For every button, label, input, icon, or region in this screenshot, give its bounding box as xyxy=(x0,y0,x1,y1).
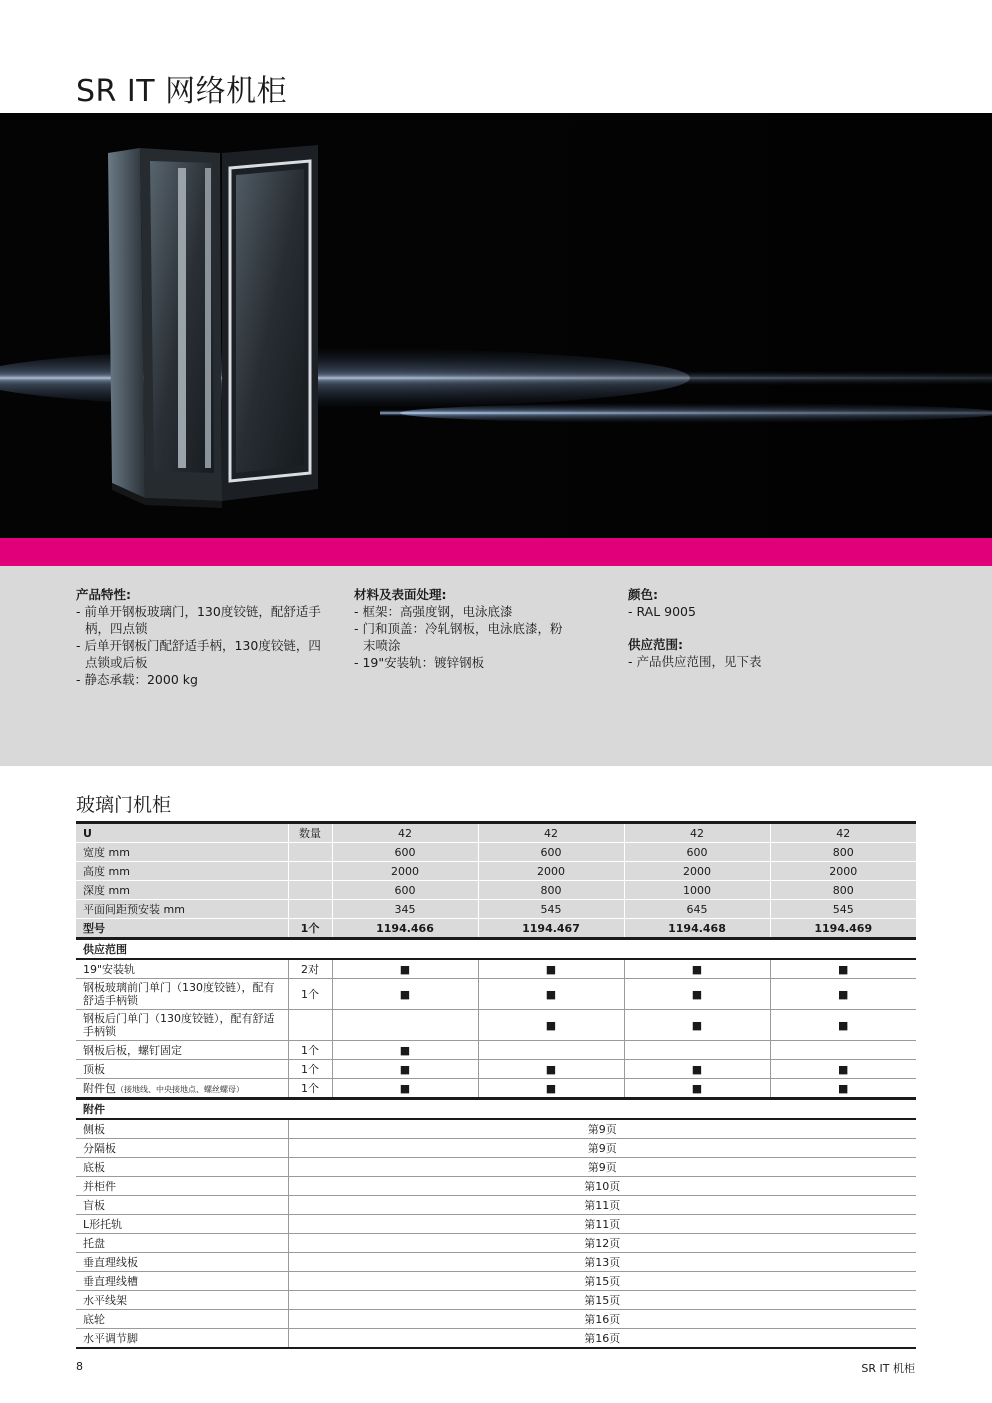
check-mark: ■ xyxy=(478,1079,624,1099)
check-mark: ■ xyxy=(770,959,916,979)
page-ref: 第10页 xyxy=(288,1177,916,1196)
table-row xyxy=(76,1291,916,1310)
table-row xyxy=(76,1272,916,1291)
table-row xyxy=(76,1158,916,1177)
cell: 600 xyxy=(624,843,770,862)
accessory-label: L形托轨 xyxy=(76,1215,288,1234)
row-label: 钢板玻璃前门单门（130度铰链），配有舒适手柄锁 xyxy=(76,979,288,1010)
accessory-label: 底轮 xyxy=(76,1310,288,1329)
page-ref: 第11页 xyxy=(288,1196,916,1215)
model-qty: 1个 xyxy=(288,919,332,939)
check-mark: ■ xyxy=(624,1010,770,1041)
table-row xyxy=(76,1079,916,1099)
row-qty: 2对 xyxy=(288,959,332,979)
material-item: - 19"安装轨：镀锌钢板 xyxy=(354,655,485,670)
check-mark: ■ xyxy=(332,1060,478,1079)
check-mark xyxy=(770,1041,916,1060)
page-ref: 第15页 xyxy=(288,1291,916,1310)
page-ref: 第16页 xyxy=(288,1329,916,1349)
accessories-label: 附件 xyxy=(76,1099,916,1120)
table-row xyxy=(76,1215,916,1234)
check-mark xyxy=(332,1010,478,1041)
feature-item: - 静态承载：2000 kg xyxy=(76,672,198,687)
accessory-label: 盲板 xyxy=(76,1196,288,1215)
accessory-label: 底板 xyxy=(76,1158,288,1177)
table-row xyxy=(76,1010,916,1041)
check-mark: ■ xyxy=(624,979,770,1010)
row-label xyxy=(76,1079,288,1099)
color-item: - RAL 9005 xyxy=(628,604,696,619)
model-number: 1194.469 xyxy=(770,919,916,939)
table-row xyxy=(76,1139,916,1158)
row-label: 钢板后门单门（130度铰链），配有舒适手柄锁 xyxy=(76,1010,288,1041)
accessory-label: 水平线架 xyxy=(76,1291,288,1310)
label-u: U xyxy=(76,823,288,843)
page-ref: 第13页 xyxy=(288,1253,916,1272)
features-heading: 产品特性: xyxy=(76,587,131,602)
table-row-u xyxy=(76,823,916,843)
cell: 42 xyxy=(478,823,624,843)
cell: 2000 xyxy=(770,862,916,881)
row-label: 顶板 xyxy=(76,1060,288,1079)
page-ref: 第9页 xyxy=(288,1139,916,1158)
table-row xyxy=(76,1119,916,1139)
accessory-label: 侧板 xyxy=(76,1119,288,1139)
row-qty: 1个 xyxy=(288,1079,332,1099)
cell: 545 xyxy=(770,900,916,919)
cell: 2000 xyxy=(478,862,624,881)
page-ref: 第9页 xyxy=(288,1158,916,1177)
color-heading: 颜色: xyxy=(628,587,658,602)
check-mark: ■ xyxy=(478,959,624,979)
cell: 42 xyxy=(332,823,478,843)
row-qty: 1个 xyxy=(288,979,332,1010)
table-row xyxy=(76,1196,916,1215)
running-title: SR IT 机柜 xyxy=(861,1362,915,1375)
color-column xyxy=(628,586,878,670)
cell: 645 xyxy=(624,900,770,919)
row-label-text: 附件包 xyxy=(83,1082,116,1095)
accessory-label: 垂直理线板 xyxy=(76,1253,288,1272)
check-mark: ■ xyxy=(478,1010,624,1041)
product-photo xyxy=(0,113,992,538)
table-row xyxy=(76,1177,916,1196)
accessory-label: 托盘 xyxy=(76,1234,288,1253)
page-title: SR IT 网络机柜 xyxy=(76,74,288,109)
check-mark: ■ xyxy=(478,979,624,1010)
section-title: 玻璃门机柜 xyxy=(76,794,172,816)
features-column xyxy=(76,586,326,688)
check-mark: ■ xyxy=(770,1060,916,1079)
cell: 345 xyxy=(332,900,478,919)
check-mark: ■ xyxy=(770,1079,916,1099)
accessory-label: 水平调节脚 xyxy=(76,1329,288,1349)
page-ref: 第9页 xyxy=(288,1119,916,1139)
accessory-label: 垂直理线槽 xyxy=(76,1272,288,1291)
scope-label: 供应范围 xyxy=(76,939,916,960)
check-mark xyxy=(624,1041,770,1060)
label-width: 宽度 mm xyxy=(76,843,288,862)
table-row-mount xyxy=(76,900,916,919)
page-ref: 第16页 xyxy=(288,1310,916,1329)
table-row xyxy=(76,1060,916,1079)
row-qty xyxy=(288,1010,332,1041)
table-row xyxy=(76,1310,916,1329)
table-row xyxy=(76,1329,916,1349)
materials-heading: 材料及表面处理: xyxy=(354,587,447,602)
spec-table xyxy=(76,821,916,1349)
cell: 42 xyxy=(624,823,770,843)
page-ref: 第11页 xyxy=(288,1215,916,1234)
section-row-accessories xyxy=(76,1099,916,1120)
model-number: 1194.467 xyxy=(478,919,624,939)
check-mark: ■ xyxy=(332,979,478,1010)
cell: 800 xyxy=(770,843,916,862)
table-row xyxy=(76,979,916,1010)
scope-item: - 产品供应范围，见下表 xyxy=(628,654,762,669)
table-row-height xyxy=(76,862,916,881)
table-row xyxy=(76,1234,916,1253)
accessory-label: 并柜件 xyxy=(76,1177,288,1196)
table-row-width xyxy=(76,843,916,862)
page-ref: 第12页 xyxy=(288,1234,916,1253)
cell: 600 xyxy=(478,843,624,862)
check-mark: ■ xyxy=(770,979,916,1010)
model-number: 1194.466 xyxy=(332,919,478,939)
accent-band xyxy=(0,538,992,566)
feature-item: - 前单开钢板玻璃门，130度铰链，配舒适手柄，四点锁 xyxy=(76,604,321,636)
page-ref: 第15页 xyxy=(288,1272,916,1291)
check-mark: ■ xyxy=(770,1010,916,1041)
cell: 545 xyxy=(478,900,624,919)
row-label: 19"安装轨 xyxy=(76,959,288,979)
section-row-scope xyxy=(76,939,916,960)
row-label-note: （接地线、中央接地点、螺丝螺母） xyxy=(116,1085,244,1094)
check-mark: ■ xyxy=(624,1060,770,1079)
label-height: 高度 mm xyxy=(76,862,288,881)
label-qty: 数量 xyxy=(288,823,332,843)
page-number: 8 xyxy=(76,1360,83,1373)
cell: 1000 xyxy=(624,881,770,900)
check-mark: ■ xyxy=(332,959,478,979)
check-mark: ■ xyxy=(332,1079,478,1099)
accessory-label: 分隔板 xyxy=(76,1139,288,1158)
cell: 2000 xyxy=(332,862,478,881)
label-mount: 平面间距预安装 mm xyxy=(76,900,288,919)
feature-item: - 后单开钢板门配舒适手柄，130度铰链，四点锁或后板 xyxy=(76,638,321,670)
check-mark: ■ xyxy=(624,1079,770,1099)
label-depth: 深度 mm xyxy=(76,881,288,900)
cell: 600 xyxy=(332,881,478,900)
cell: 42 xyxy=(770,823,916,843)
check-mark: ■ xyxy=(624,959,770,979)
cell: 800 xyxy=(478,881,624,900)
scope-heading: 供应范围: xyxy=(628,637,683,652)
check-mark: ■ xyxy=(332,1041,478,1060)
material-item: - 框架：高强度钢，电泳底漆 xyxy=(354,604,513,619)
features-panel xyxy=(0,566,992,766)
materials-column xyxy=(354,586,569,671)
cell: 2000 xyxy=(624,862,770,881)
row-label: 钢板后板，螺钉固定 xyxy=(76,1041,288,1060)
row-qty: 1个 xyxy=(288,1041,332,1060)
table-row xyxy=(76,959,916,979)
table-row-depth xyxy=(76,881,916,900)
table-row xyxy=(76,1041,916,1060)
row-qty: 1个 xyxy=(288,1060,332,1079)
table-row-model xyxy=(76,919,916,939)
check-mark: ■ xyxy=(478,1060,624,1079)
table-row xyxy=(76,1253,916,1272)
check-mark xyxy=(478,1041,624,1060)
cell: 800 xyxy=(770,881,916,900)
cell: 600 xyxy=(332,843,478,862)
model-number: 1194.468 xyxy=(624,919,770,939)
label-model: 型号 xyxy=(76,919,288,939)
material-item: - 门和顶盖：冷轧钢板，电泳底漆，粉末喷涂 xyxy=(354,621,563,653)
